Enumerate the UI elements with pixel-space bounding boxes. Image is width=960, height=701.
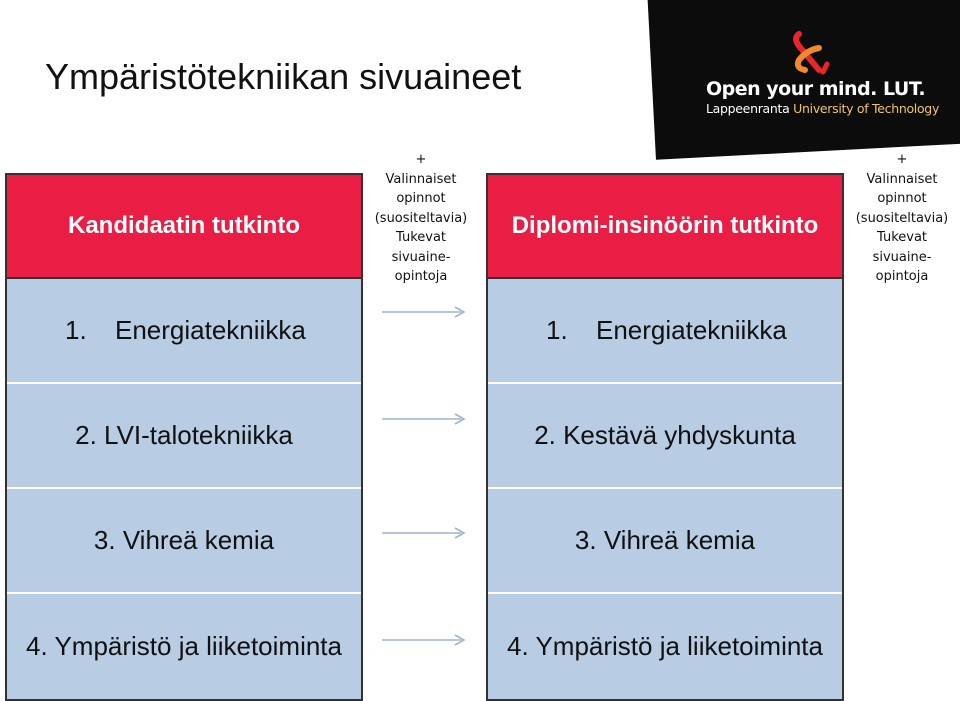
bachelor-item-3: 3. Vihreä kemia — [7, 489, 361, 594]
notes-line: opintoja — [394, 269, 448, 284]
master-column — [486, 173, 844, 701]
arrow-right-icon — [381, 305, 467, 319]
notes-line: (suositeltavia) — [374, 210, 468, 226]
slide-title: Ympäristötekniikan sivuaineet — [45, 56, 522, 97]
item-label: Energiatekniikka — [115, 315, 306, 345]
notes-plus: + — [896, 152, 908, 167]
item-number: 1. — [546, 315, 568, 345]
notes-line: Valinnaiset — [385, 171, 457, 187]
notes-line: Tukevat — [395, 230, 447, 245]
notes-line: sivuaine- — [872, 249, 932, 265]
arrow-right-icon — [381, 412, 467, 426]
notes-line: sivuaine- — [391, 249, 451, 265]
master-item-2: 2. Kestävä yhdyskunta — [488, 384, 842, 489]
notes-line: Valinnaiset — [866, 171, 938, 187]
bachelor-item-4: 4. Ympäristö ja liiketoiminta — [7, 594, 361, 699]
logo-university-suffix: University of Technology — [793, 101, 940, 116]
notes-plus: + — [415, 152, 427, 167]
notes-line: opinnot — [396, 191, 446, 206]
item-number: 1. — [65, 315, 87, 345]
bachelor-item-1 — [7, 279, 361, 384]
notes-line: Tukevat — [876, 230, 928, 245]
logo-slogan: Open your mind. LUT. — [706, 78, 926, 100]
master-item-4: 4. Ympäristö ja liiketoiminta — [488, 594, 842, 699]
master-item-1 — [488, 279, 842, 384]
bachelor-item-2: 2. LVI-talotekniikka — [7, 384, 361, 489]
master-item-3: 3. Vihreä kemia — [488, 489, 842, 594]
elective-notes-middle — [361, 150, 481, 287]
notes-line: opinnot — [877, 191, 927, 206]
bachelor-header: Kandidaatin tutkinto — [7, 175, 361, 279]
elective-notes-right — [842, 150, 960, 287]
logo-university-city: Lappeenranta — [706, 101, 790, 116]
arrow-right-icon — [381, 633, 467, 647]
master-header: Diplomi-insinöörin tutkinto — [488, 175, 842, 279]
item-label: Energiatekniikka — [596, 315, 787, 345]
notes-line: opintoja — [875, 269, 929, 284]
arrow-right-icon — [381, 526, 467, 540]
bachelor-column — [5, 173, 363, 701]
notes-line: (suositeltavia) — [855, 210, 949, 226]
logo-university-name — [706, 101, 939, 116]
lut-ampersand-icon — [785, 28, 833, 76]
